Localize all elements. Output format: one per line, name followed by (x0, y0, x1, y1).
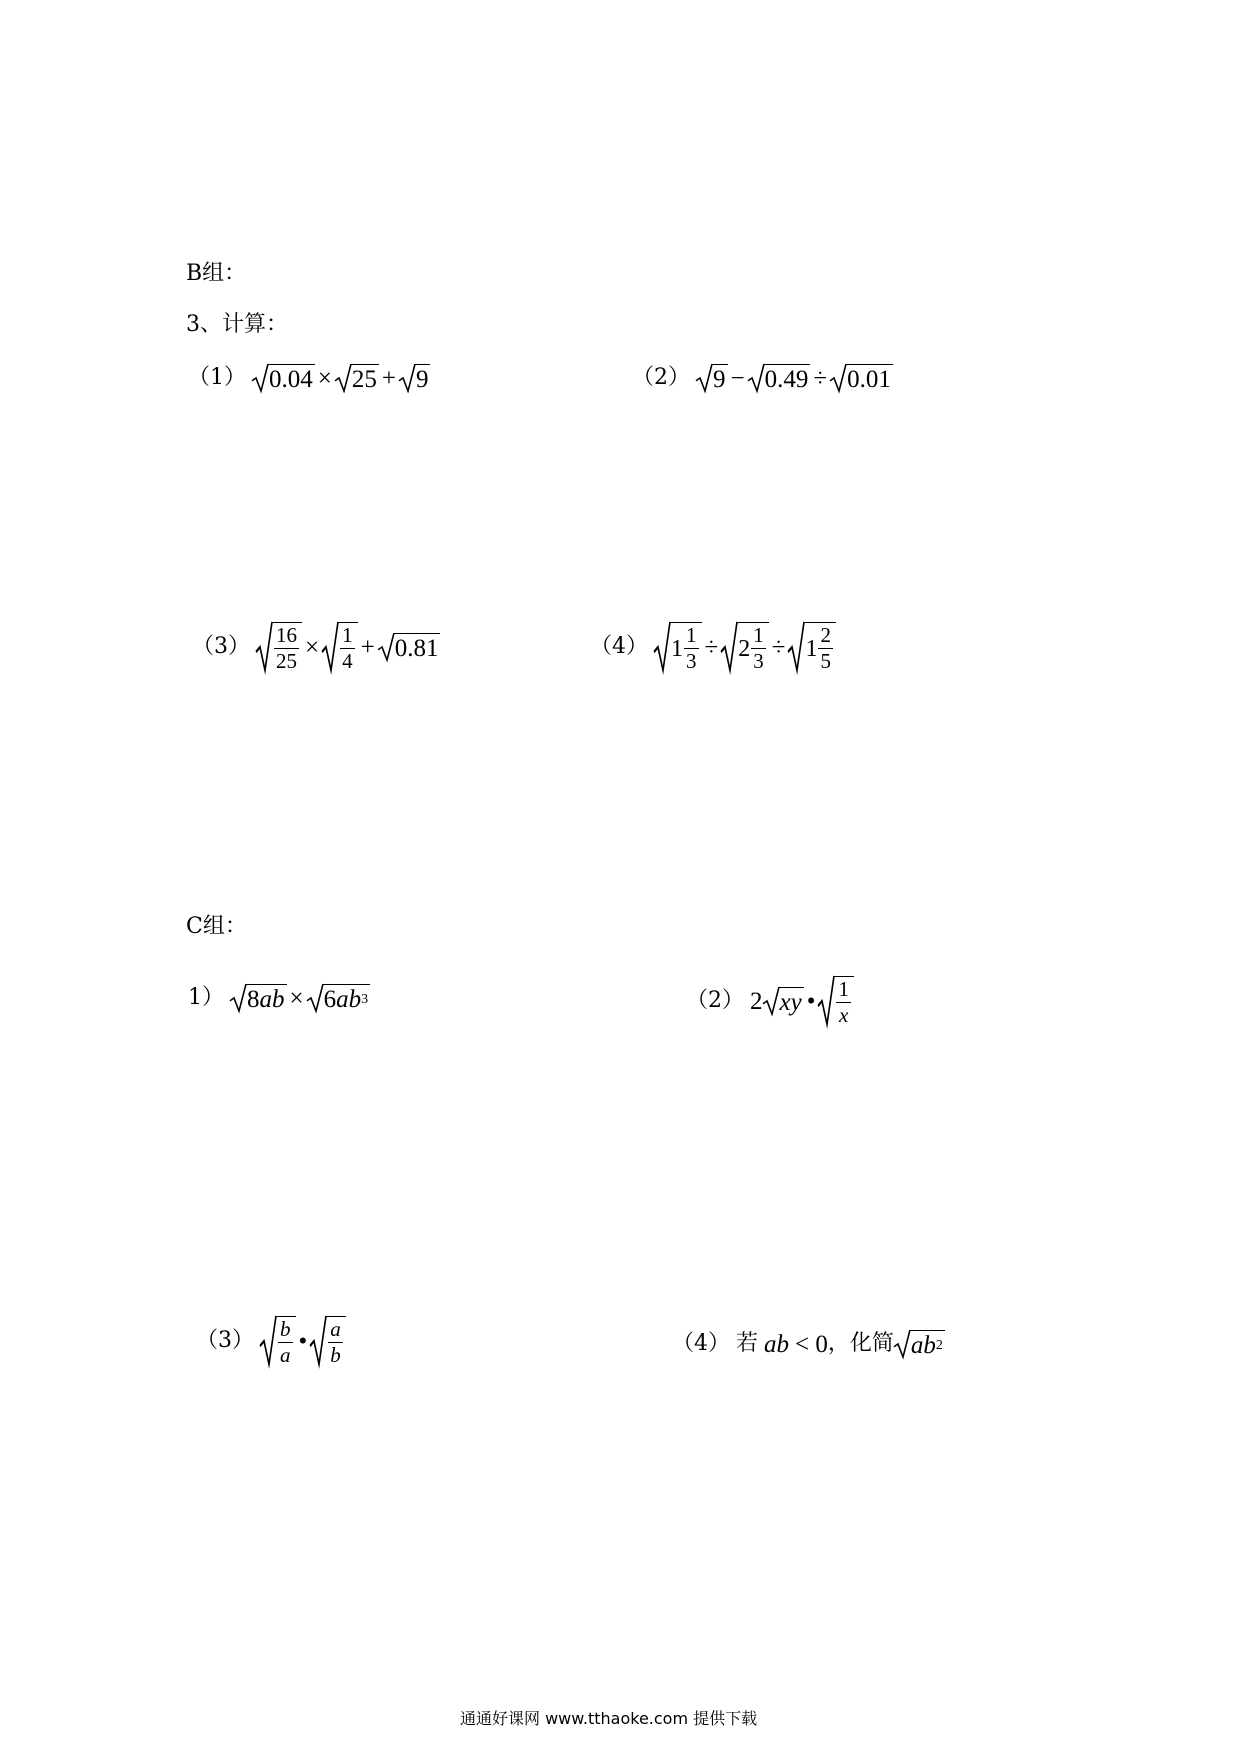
footer-text: 通通好课网 www.tthaoke.com 提供下载 (460, 1709, 758, 1728)
c-problem-2: （2） 2 xy • $\frac{1}{x}$ (686, 976, 854, 1026)
question-3-title: 3、计算： (186, 312, 288, 337)
radical: 0.04 (252, 364, 315, 392)
radical: 6 ab 3 (307, 984, 371, 1012)
radical: $\frac{b}{a}$ (260, 1316, 296, 1366)
b-problem-3: （3） $\frac{16}{25}$ × $\frac{1}{4}$ + 0.81 (192, 623, 439, 673)
c-problem-4 (672, 1330, 945, 1358)
problem-label: （4） (590, 634, 648, 659)
radical: 25 (335, 364, 379, 392)
radical: $\frac{1}{x}$ (818, 976, 854, 1026)
condition-rest: < 0 (795, 1330, 828, 1358)
c-problem-1: 1） 8 ab × 6 ab 3 (188, 984, 369, 1013)
problem-label: （4） (672, 1331, 730, 1356)
radical: 8 ab (230, 984, 287, 1012)
radical: xy (763, 987, 804, 1015)
b-problem-1: （1） 0.04 × 25 + 9 (188, 364, 429, 393)
radical: $\frac{1}{4}$ (322, 622, 358, 672)
condition-variable: ab (764, 1330, 790, 1358)
problem-label: （3） (196, 1328, 254, 1353)
radical: 9 (696, 364, 728, 392)
radical: 0.49 (748, 364, 811, 392)
radical: 9 (399, 364, 431, 392)
radical: 0.01 (830, 364, 893, 392)
problem-instruction: ，化简 (827, 1331, 894, 1356)
radical: 1 $\frac{1}{3}$ (654, 622, 702, 672)
problem-label: （1） (188, 365, 246, 390)
group-b-heading: B组： (186, 261, 247, 286)
problem-prefix: 若 (736, 1331, 759, 1356)
problem-label: （2） (686, 988, 744, 1013)
radical: 1 $\frac{2}{5}$ (788, 622, 836, 672)
radical: ab 2 (894, 1330, 945, 1358)
radical: 2 $\frac{1}{3}$ (721, 622, 769, 672)
problem-label: （3） (192, 634, 250, 659)
group-c-heading: C组： (186, 914, 247, 939)
radical: $\frac{16}{25}$ (256, 622, 302, 672)
b-problem-2: （2） 9 − 0.49 ÷ 0.01 (632, 364, 891, 393)
problem-label: 1） (188, 985, 224, 1010)
c-problem-3: （3） $\frac{b}{a}$ • $\frac{a}{b}$ (196, 1316, 346, 1366)
radical: $\frac{a}{b}$ (310, 1316, 346, 1366)
radical: 0.81 (378, 633, 441, 661)
problem-label: （2） (632, 365, 690, 390)
b-problem-4: （4） 1 $\frac{1}{3}$ ÷ 2 $\frac{1}{3}$ ÷ 1 $\frac{2}{5}$ (590, 622, 836, 672)
